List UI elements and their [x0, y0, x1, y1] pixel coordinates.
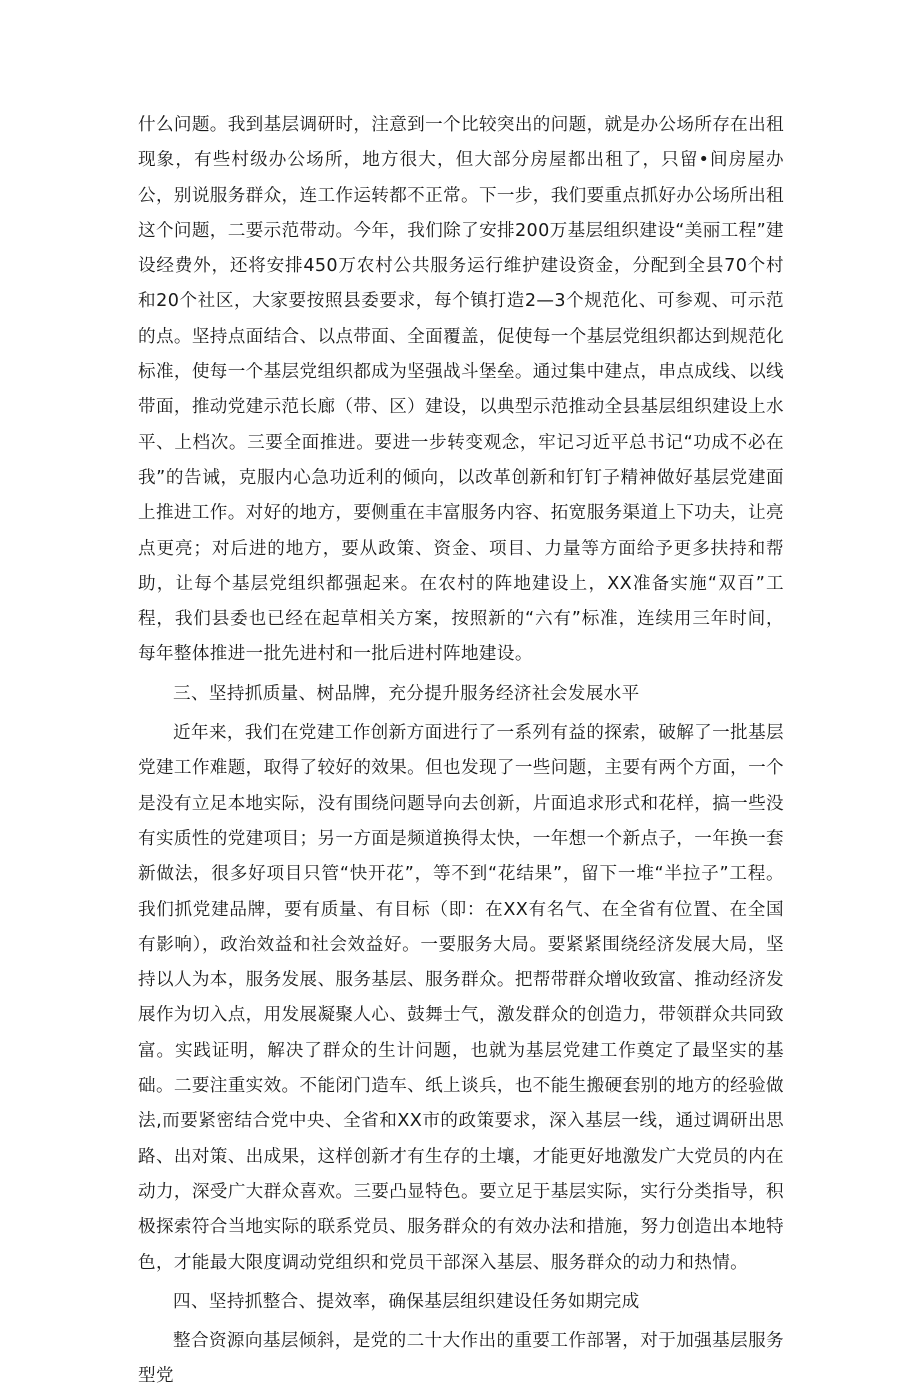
paragraph-section-four: 整合资源向基层倾斜，是党的二十大作出的重要工作部署，对于加强基层服务型党: [138, 1331, 784, 1387]
paragraph-continuation: 什么问题。我到基层调研时，注意到一个比较突出的问题，就是办公场所存在出租现象，有些村级办公场所，地方很大，但大部分房屋都出租了，只留•间房屋办公，别说服务群众，连工作运转都不正常。下一步，我们要重点抓好办公场所出租这个问题，二要示范带动。今年，我们除了安排200万基层组织建设“美丽工程”建设经费外，还将安排450万农村公共服务运行维护建设资金，分配到全县70个村和20个社区，大家要按照县委要求，每个镇打造2—3个规范化、可参观、可示范的点。坚持点面结合、以点带面、全面覆盖，促使每一个基层党组织都达到规范化标准，使每一个基层党组织都成为坚强战斗堡垒。通过集中建点，串点成线、以线带面，推动党建示范长廊（带、区）建设，以典型示范推动全县基层组织建设上水平、上档次。三要全面推进。要进一步转变观念，牢记习近平总书记“功成不必在我”的告诫，克服内心急功近利的倾向，以改革创新和钉钉子精神做好基层党建面上推进工作。对好的地方，要侧重在丰富服务内容、拓宽服务渠道上下功夫，让亮点更亮；对后进的地方，要从政策、资金、项目、力量等方面给予更多扶持和帮助，让每个基层党组织都强起来。在农村的阵地建设上，XX准备实施“双百”工程，我们县委也已经在起草相关方案，按照新的“六有”标准，连续用三年时间，每年整体推进一批先进村和一批后进村阵地建设。: [138, 115, 784, 665]
section-heading-four: 四、坚持抓整合、提效率，确保基层组织建设任务如期完成: [173, 1291, 640, 1312]
section-heading-three: 三、坚持抓质量、树品牌，充分提升服务经济社会发展水平: [173, 683, 640, 704]
paragraph-section-three: 近年来，我们在党建工作创新方面进行了一系列有益的探索，破解了一批基层党建工作难题，取得了较好的效果。但也发现了一些问题，主要有两个方面，一个是没有立足本地实际，没有围绕问题导向去创新，片面追求形式和花样，搞一些没有实质性的党建项目；另一方面是频道换得太快，一年想一个新点子，一年换一套新做法，很多好项目只管“快开花”，等不到“花结果”，留下一堆“半拉子”工程。我们抓党建品牌，要有质量、有目标（即：在XX有名气、在全省有位置、在全国有影响），政治效益和社会效益好。一要服务大局。要紧紧围绕经济发展大局，坚持以人为本，服务发展、服务基层、服务群众。把帮带群众增收致富、推动经济发展作为切入点，用发展凝聚人心、鼓舞士气，激发群众的创造力，带领群众共同致富。实践证明，解决了群众的生计问题，也就为基层党建工作奠定了最坚实的基础。二要注重实效。不能闭门造车、纸上谈兵，也不能生搬硬套别的地方的经验做法,而要紧密结合党中央、全省和XX市的政策要求，深入基层一线，通过调研出思路、出对策、出成果，这样创新才有生存的土壤，才能更好地激发广大党员的内在动力，深受广大群众喜欢。三要凸显特色。要立足于基层实际，实行分类指导，积极探索符合当地实际的联系党员、服务群众的有效办法和措施，努力创造出本地特色，才能最大限度调动党组织和党员干部深入基层、服务群众的动力和热情。: [138, 723, 784, 1273]
document-body: [138, 108, 784, 1395]
